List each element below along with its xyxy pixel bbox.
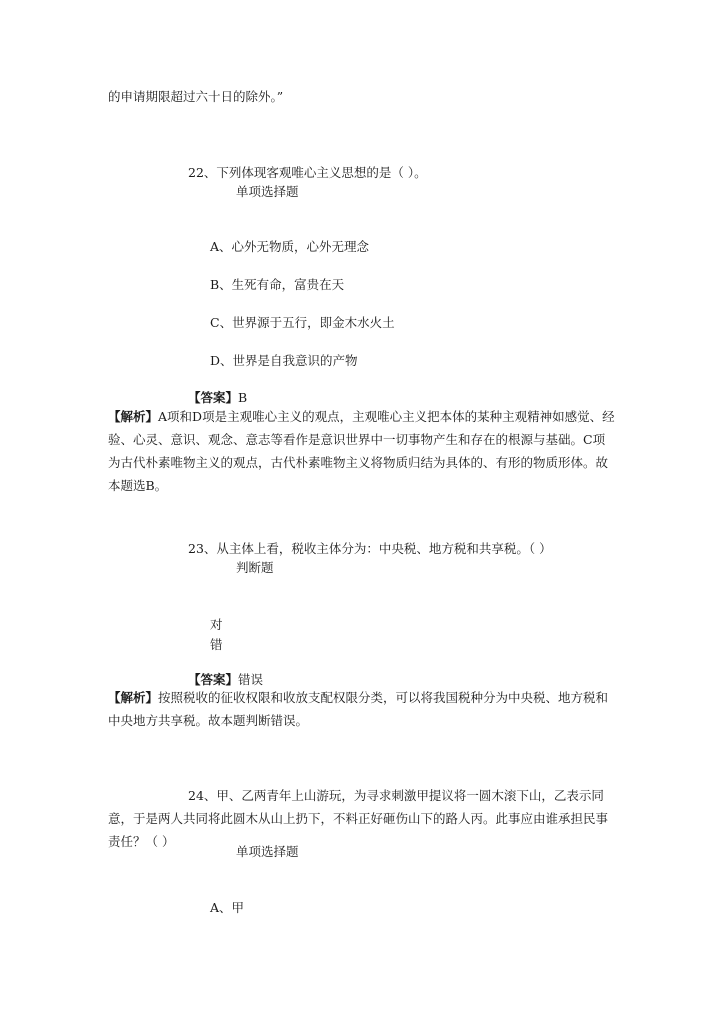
q22-option-b: B、生死有命，富贵在天 [210,277,345,292]
q23-type: 判断题 [236,560,274,575]
answer-value: 错误 [238,672,264,687]
q22-option-c: C、世界源于五行，即金木水火土 [210,315,395,330]
q23-analysis [108,686,616,732]
analysis-text: 按照税收的征收权限和收放支配权限分类，可以将我国税种分为中央税、地方税和中央地方共享税。故本题判断错误。 [108,690,609,728]
continuation-text: 的申请期限超过六十日的除外。” [108,89,284,104]
q22-option-a: A、心外无物质，心外无理念 [210,239,370,254]
analysis-text: A项和D项是主观唯心主义的观点，主观唯心主义把本体的某种主观精神如感觉、经验、心灵、意识、观念、意志等看作是意识世界中一切事物产生和存在的根源与基础。C项为古代朴素唯物主义的观点，古代朴素唯物主义将物质归结为具体的、有形的物质形体。故本题选B。 [108,409,615,493]
q24-type: 单项选择题 [236,844,299,859]
analysis-tag: 【解析】 [108,409,159,424]
q23-option-false: 错 [210,637,223,652]
q23-option-true: 对 [210,617,223,632]
q22-stem: 22、下列体现客观唯心主义思想的是（ ）。 [188,165,427,180]
analysis-tag: 【解析】 [108,690,159,705]
q22-type: 单项选择题 [236,184,299,199]
q24-stem: 24、甲、乙两青年上山游玩，为寻求刺激甲提议将一圆木滚下山，乙表示同意，于是两人共同将此圆木从山上扔下，不料正好砸伤山下的路人丙。此事应由谁承担民事责任？（ ） [108,788,609,849]
answer-tag: 【答案】 [188,672,239,687]
q24-option-a: A、甲 [210,900,245,915]
answer-value: B [238,390,248,405]
answer-tag: 【答案】 [188,390,239,405]
q22-analysis [108,405,616,497]
q22-option-d: D、世界是自我意识的产物 [210,353,358,368]
q23-stem: 23、从主体上看，税收主体分为：中央税、地方税和共享税。（ ） [188,541,552,556]
